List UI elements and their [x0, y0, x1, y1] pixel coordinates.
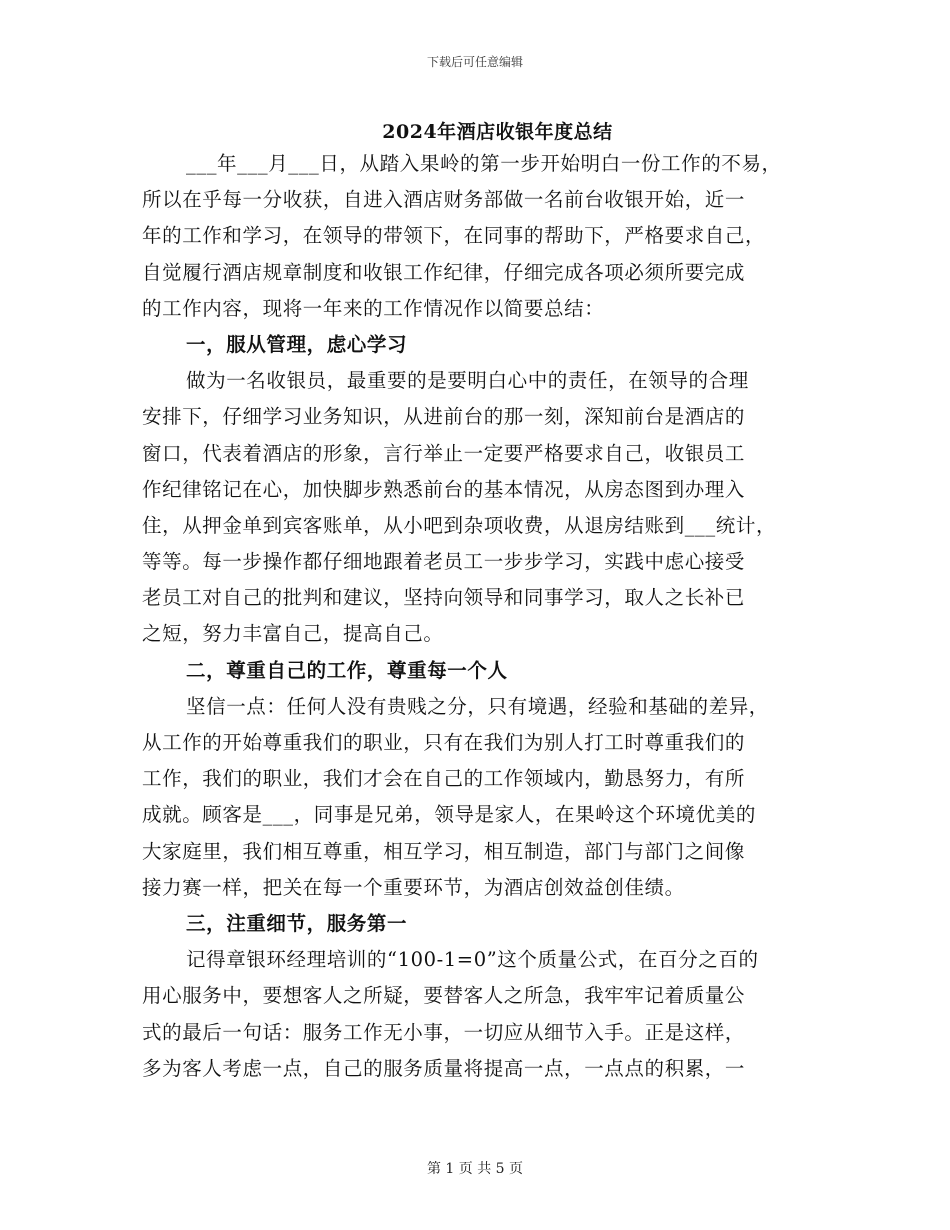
section-line: 记得章银环经理培训的“100-1=0”这个质量公式，在百分之百的: [186, 948, 759, 972]
intro-line: 的工作内容，现将一年来的工作情况作以简要总结：: [142, 296, 605, 320]
section-line: 之短，努力丰富自己，提高自己。: [142, 622, 444, 646]
section-line: 成就。顾客是___，同事是兄弟，领导是家人，在果岭这个环境优美的: [142, 803, 756, 827]
intro-line: 自觉履行酒店规章制度和收银工作纪律，仔细完成各项必须所要完成: [142, 260, 746, 284]
intro-line: 所以在乎每一分收获，自进入酒店财务部做一名前台收银开始，近一: [142, 188, 746, 212]
section-line: 大家庭里，我们相互尊重，相互学习，相互制造，部门与部门之间像: [142, 839, 746, 863]
section-line: 工作，我们的职业，我们才会在自己的工作领域内，勤恳努力，有所: [142, 767, 746, 791]
section-line: 窗口，代表着酒店的形象，言行举止一定要严格要求自己，收银员工: [142, 441, 746, 465]
section-line: 坚信一点：任何人没有贵贱之分，只有境遇，经验和基础的差异，: [186, 694, 769, 718]
section-heading-2: 二，尊重自己的工作，尊重每一个人: [186, 658, 508, 682]
section-line: 老员工对自己的批判和建议，坚持向领导和同事学习，取人之长补已: [142, 586, 746, 610]
section-line: 接力赛一样，把关在每一个重要环节，为酒店创效益创佳绩。: [142, 875, 685, 899]
document-body: [142, 146, 822, 1087]
section-line: 安排下，仔细学习业务知识，从进前台的那一刻，深知前台是酒店的: [142, 405, 746, 429]
section-line: 用心服务中，要想客人之所疑，要替客人之所急，我牢牢记着质量公: [142, 984, 746, 1008]
section-line: 式的最后一句话：服务工作无小事，一切应从细节入手。正是这样，: [142, 1020, 746, 1044]
section-line: 从工作的开始尊重我们的职业，只有在我们为别人打工时尊重我们的: [142, 731, 746, 754]
section-heading-1: 一，服从管理，虑心学习: [186, 332, 408, 356]
section-line: 住，从押金单到宾客账单，从小吧到杂项收费，从退房结账到___统计，: [142, 513, 777, 537]
intro-line: ___年___月___日，从踏入果岭的第一步开始明白一份工作的不易，: [186, 152, 782, 175]
document-title: 2024年酒店收银年度总结: [382, 121, 613, 143]
section-line: 多为客人考虑一点，自己的服务质量将提高一点，一点点的积累，一: [142, 1056, 746, 1080]
section-line: 作纪律铭记在心，加快脚步熟悉前台的基本情况，从房态图到办理入: [142, 477, 746, 501]
section-line: 等等。每一步操作都仔细地跟着老员工一步步学习，实践中虑心接受: [142, 550, 746, 574]
section-line: 做为一名收银员，最重要的是要明白心中的责任，在领导的合理: [186, 369, 749, 393]
header-note: 下载后可任意编辑: [426, 55, 523, 69]
section-heading-3: 三，注重细节，服务第一: [186, 911, 408, 935]
intro-line: 年的工作和学习，在领导的带领下，在同事的帮助下，严格要求自己，: [142, 224, 766, 248]
page-footer: 第 1 页 共 5 页: [426, 1161, 524, 1177]
